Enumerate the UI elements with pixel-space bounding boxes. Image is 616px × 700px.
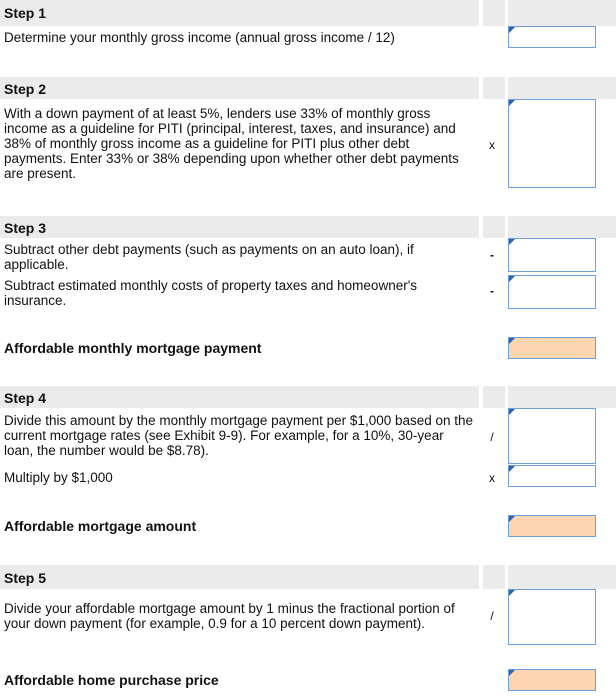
step4-text-multiply: Multiply by $1,000	[4, 470, 113, 485]
multiply-operator: x	[489, 471, 495, 485]
subtract-operator: -	[490, 284, 494, 298]
step1-heading: Step 1	[4, 5, 47, 21]
affordable-monthly-payment-field[interactable]	[509, 338, 595, 358]
affordable-mortgage-result[interactable]	[508, 515, 596, 537]
step3-heading: Step 3	[4, 220, 47, 236]
step5-heading: Step 5	[4, 570, 47, 586]
piti-percent-field[interactable]	[509, 100, 595, 187]
multiplier-field[interactable]	[509, 466, 595, 486]
affordable-monthly-payment-result[interactable]	[508, 337, 596, 359]
affordable-price-field[interactable]	[509, 670, 595, 690]
step3-text-taxes: Subtract estimated monthly costs of property taxes and homeowner's insurance.	[4, 278, 418, 308]
multiply-operator: x	[489, 138, 495, 152]
piti-percent-input[interactable]	[508, 99, 596, 188]
step2-text: With a down payment of at least 5%, lenders use 33% of monthly gross income as a guideline for PITI (principal, interest, taxes, and insurance) and 38% of monthly gross income as a guideline for PITI plus other debt payments. Enter 33% or 38% depending upon whether other debt payments are present.	[4, 106, 459, 181]
step5-text: Divide your affordable mortgage amount by 1 minus the fractional portion of your down payment (for example, 0.9 for a 10 percent down payment).	[4, 601, 455, 631]
divide-operator: /	[490, 430, 494, 444]
payment-per-1000-input[interactable]	[508, 408, 596, 464]
subtract-operator: -	[490, 248, 494, 262]
other-debt-field[interactable]	[509, 239, 595, 271]
affordable-price-label: Affordable home purchase price	[4, 672, 219, 688]
other-debt-input[interactable]	[508, 238, 596, 272]
multiplier-input[interactable]	[508, 465, 596, 487]
monthly-gross-income-input[interactable]	[508, 26, 596, 48]
taxes-insurance-field[interactable]	[509, 276, 595, 308]
divide-operator: /	[490, 609, 494, 623]
affordable-mortgage-field[interactable]	[509, 516, 595, 536]
step3-text-debt: Subtract other debt payments (such as payments on an auto loan), if applicable.	[4, 242, 414, 272]
step4-text-divide: Divide this amount by the monthly mortgage payment per $1,000 based on the current mortgage rates (see Exhibit 9-9). For example, for a 10%, 30-year loan, the number would be $8.78).	[4, 413, 474, 458]
down-payment-factor-input[interactable]	[508, 589, 596, 645]
affordable-monthly-payment-label: Affordable monthly mortgage payment	[4, 340, 262, 356]
step1-text: Determine your monthly gross income (annual gross income / 12)	[4, 30, 395, 45]
monthly-gross-income-field[interactable]	[509, 27, 595, 47]
payment-per-1000-field[interactable]	[509, 409, 595, 463]
step2-heading: Step 2	[4, 81, 47, 97]
affordable-price-result[interactable]	[508, 669, 596, 691]
affordable-mortgage-label: Affordable mortgage amount	[4, 518, 197, 534]
step4-heading: Step 4	[4, 390, 47, 406]
down-payment-factor-field[interactable]	[509, 590, 595, 644]
taxes-insurance-input[interactable]	[508, 275, 596, 309]
